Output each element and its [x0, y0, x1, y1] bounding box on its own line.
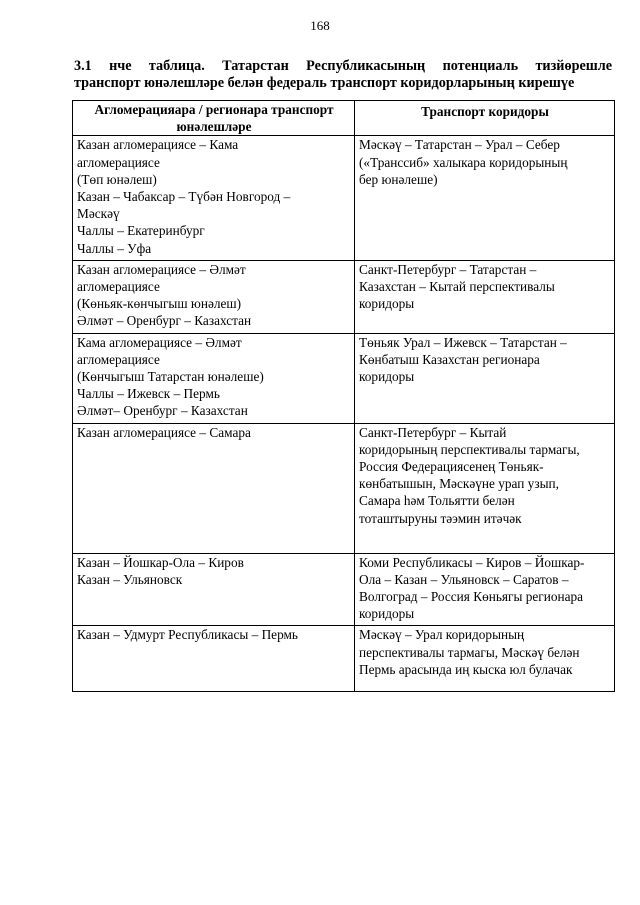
cell-line: Казан – Чабаксар – Түбән Новгород –	[77, 189, 291, 205]
header-transport-directions	[73, 101, 355, 136]
cell-line: коридоры	[359, 296, 415, 312]
header-transport-corridor	[355, 101, 615, 136]
table-row	[73, 260, 615, 333]
cell-line: Пермь арасында иң кыска юл булачак	[359, 661, 573, 677]
table-row	[73, 626, 615, 692]
cell-line: агломерациясе	[77, 279, 160, 295]
cell-line: коридоры	[359, 369, 415, 385]
cell-line: Әлмәт – Оренбург – Казахстан	[77, 313, 252, 329]
cell-line: агломерациясе	[77, 154, 160, 170]
cell-line: Казан агломерациясе – Әлмәт	[77, 261, 246, 277]
cell-line: Мәскәү – Урал коридорының	[359, 627, 525, 643]
cell-line: Казахстан – Кытай перспективалы	[359, 279, 555, 295]
cell-line: Кама агломерациясе – Әлмәт	[77, 334, 242, 350]
cell-line: агломерациясе	[77, 351, 160, 367]
cell-line: көнбатышын, Мәскәүне урап узып,	[359, 476, 559, 492]
cell-line: бер юнәлеше)	[359, 171, 438, 187]
cell-line: Казан – Ульяновск	[77, 571, 183, 587]
row-2-directions	[73, 260, 355, 333]
cell-line: Волгоград – Россия Көньягы регионара	[359, 589, 584, 605]
cell-line: Көнбатыш Казахстан регионара	[359, 351, 540, 367]
header-col1-line-1: Агломерацияара / регионара транспорт	[94, 102, 334, 117]
cell-line: Россия Федерациясенең Төньяк-	[359, 459, 544, 475]
cell-line: Чаллы – Екатеринбург	[77, 223, 205, 239]
cell-line: Санкт-Петербург – Кытай	[359, 424, 507, 440]
cell-line: Әлмәт– Оренбург – Казахстан	[77, 403, 248, 419]
cell-line: Самара һәм Тольятти белән	[359, 493, 515, 509]
cell-line: Төньяк Урал – Ижевск – Татарстан –	[359, 334, 567, 350]
cell-line: (Төп юнәлеш)	[77, 171, 157, 187]
cell-line: коридоры	[359, 606, 415, 622]
row-2-corridor	[355, 260, 615, 333]
cell-line: Казан агломерациясе – Самара	[77, 424, 251, 440]
cell-line: Казан агломерациясе – Кама	[77, 137, 239, 153]
cell-line: Чаллы – Ижевск – Пермь	[77, 386, 220, 402]
cell-line: Ола – Казан – Ульяновск – Саратов –	[359, 571, 569, 587]
cell-line: (Көнчыгыш Татарстан юнәлеше)	[77, 369, 264, 385]
cell-line: тоташтыруны тәэмин итәчәк	[359, 510, 522, 526]
table-header-row	[73, 101, 615, 136]
caption-line-1: 3.1 нче таблица. Татарстан Республикасының потенциаль тизйөрешле	[74, 58, 612, 74]
cell-line: (Көньяк-көнчыгыш юнәлеш)	[77, 296, 242, 312]
table-row	[73, 333, 615, 423]
row-6-corridor	[355, 626, 615, 692]
row-1-directions	[73, 136, 355, 260]
caption-line-2: транспорт юнәлешләре белән федераль транспорт коридорларының кирешүе	[74, 75, 575, 91]
cell-line: («Транссиб» халыкара коридорының	[359, 154, 568, 170]
cell-line: Мәскәү – Татарстан – Урал – Себер	[359, 137, 560, 153]
table-row	[73, 423, 615, 553]
cell-line: Казан – Йошкар-Ола – Киров	[77, 554, 244, 570]
row-4-directions	[73, 423, 355, 553]
cell-line: Чаллы – Уфа	[77, 240, 152, 256]
cell-line: Коми Республикасы – Киров – Йошкар-	[359, 554, 585, 570]
row-3-directions	[73, 333, 355, 423]
page-number: 168	[310, 18, 330, 33]
row-5-directions	[73, 553, 355, 626]
row-6-directions	[73, 626, 355, 692]
table-row	[73, 136, 615, 260]
header-col1-line-2: юнәлешләре	[176, 119, 252, 135]
cell-line: Мәскәү	[77, 206, 120, 222]
corridors-table	[72, 100, 615, 692]
table-row	[73, 553, 615, 626]
cell-line: перспективалы тармагы, Мәскәү белән	[359, 644, 580, 660]
table-caption	[74, 58, 612, 92]
cell-line: Санкт-Петербург – Татарстан –	[359, 261, 537, 277]
row-1-corridor	[355, 136, 615, 260]
row-3-corridor	[355, 333, 615, 423]
row-4-corridor	[355, 423, 615, 553]
header-col2: Транспорт коридоры	[421, 104, 549, 119]
cell-line: Казан – Удмурт Республикасы – Пермь	[77, 627, 299, 643]
row-5-corridor	[355, 553, 615, 626]
cell-line: коридорының перспективалы тармагы,	[359, 441, 580, 457]
